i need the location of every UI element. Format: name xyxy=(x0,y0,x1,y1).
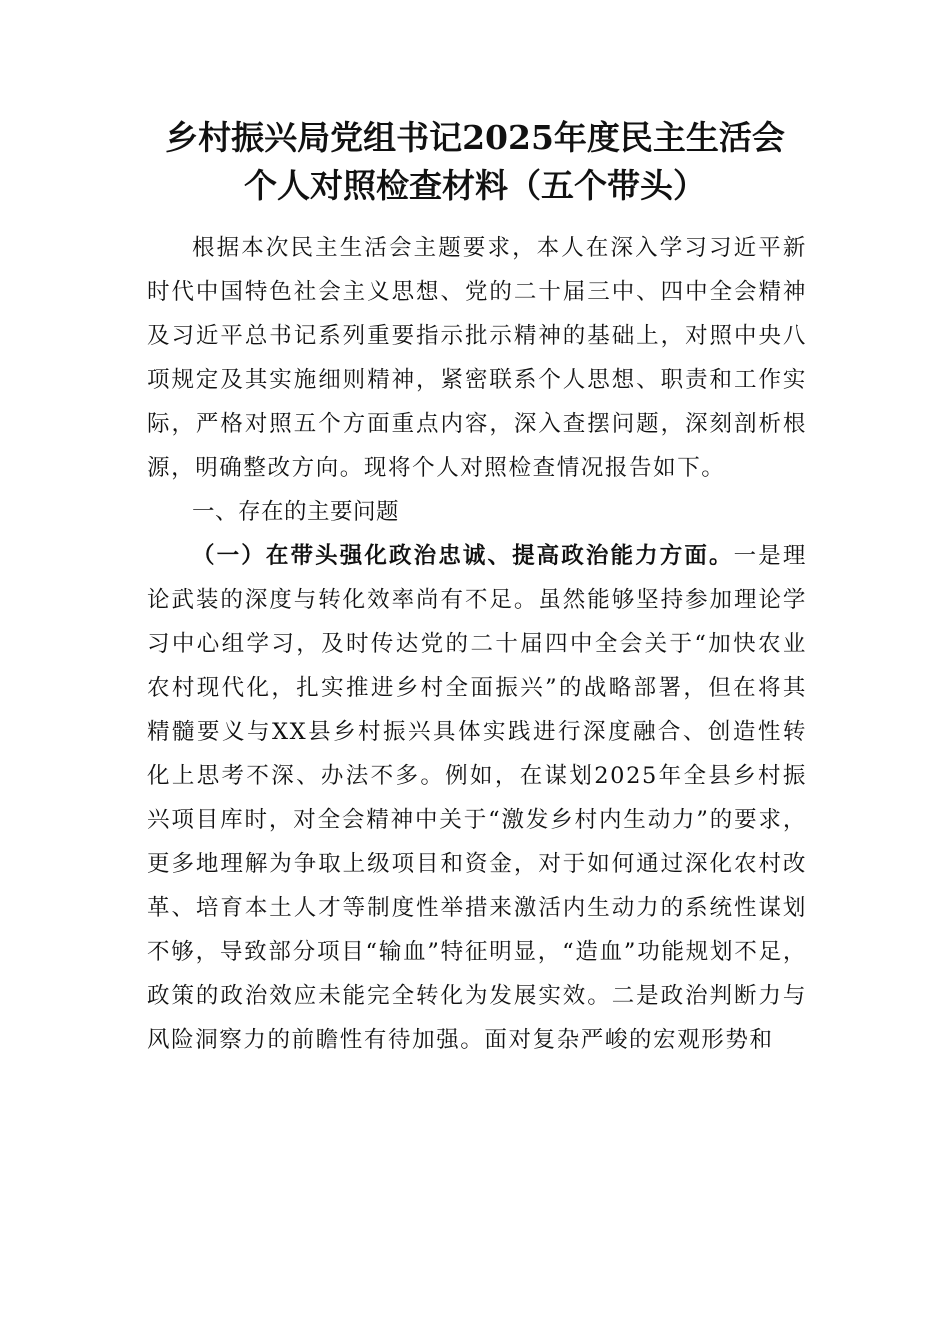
item-paragraph-1 xyxy=(147,534,807,1062)
title-line-1: 乡村振兴局党组书记2025年度民主生活会 xyxy=(165,118,785,157)
title-line-2: 个人对照检查材料（五个带头） xyxy=(244,166,706,205)
section-heading-1: 一、存在的主要问题 xyxy=(192,499,400,525)
document-title xyxy=(0,114,950,210)
document-body xyxy=(147,226,807,1062)
item-lead-1: （一）在带头强化政治忠诚、提高政治能力方面。 xyxy=(192,543,734,569)
item-body-1: 一是理论武装的深度与转化效率尚有不足。虽然能够坚持参加理论学习中心组学习，及时传达党的二十届四中全会关于“加快农业农村现代化，扎实推进乡村全面振兴”的战略部署，但在将其精髓要义与XX县乡村振兴具体实践进行深度融合、创造性转化上思考不深、办法不多。例如，在谋划2025年全县乡村振兴项目库时，对全会精神中关于“激发乡村内生动力”的要求，更多地理解为争取上级项目和资金，对于如何通过深化农村改革、培育本土人才等制度性举措来激活内生动力的系统性谋划不够，导致部分项目“输血”特征明显，“造血”功能规划不足，政策的政治效应未能完全转化为发展实效。二是政治判断力与风险洞察力的前瞻性有待加强。面对复杂严峻的宏观形势和 xyxy=(147,543,807,1053)
intro-paragraph: 根据本次民主生活会主题要求，本人在深入学习习近平新时代中国特色社会主义思想、党的二十届三中、四中全会精神及习近平总书记系列重要指示批示精神的基础上，对照中央八项规定及其实施细则精神，紧密联系个人思想、职责和工作实际，严格对照五个方面重点内容，深入查摆问题，深刻剖析根源，明确整改方向。现将个人对照检查情况报告如下。 xyxy=(147,235,807,481)
